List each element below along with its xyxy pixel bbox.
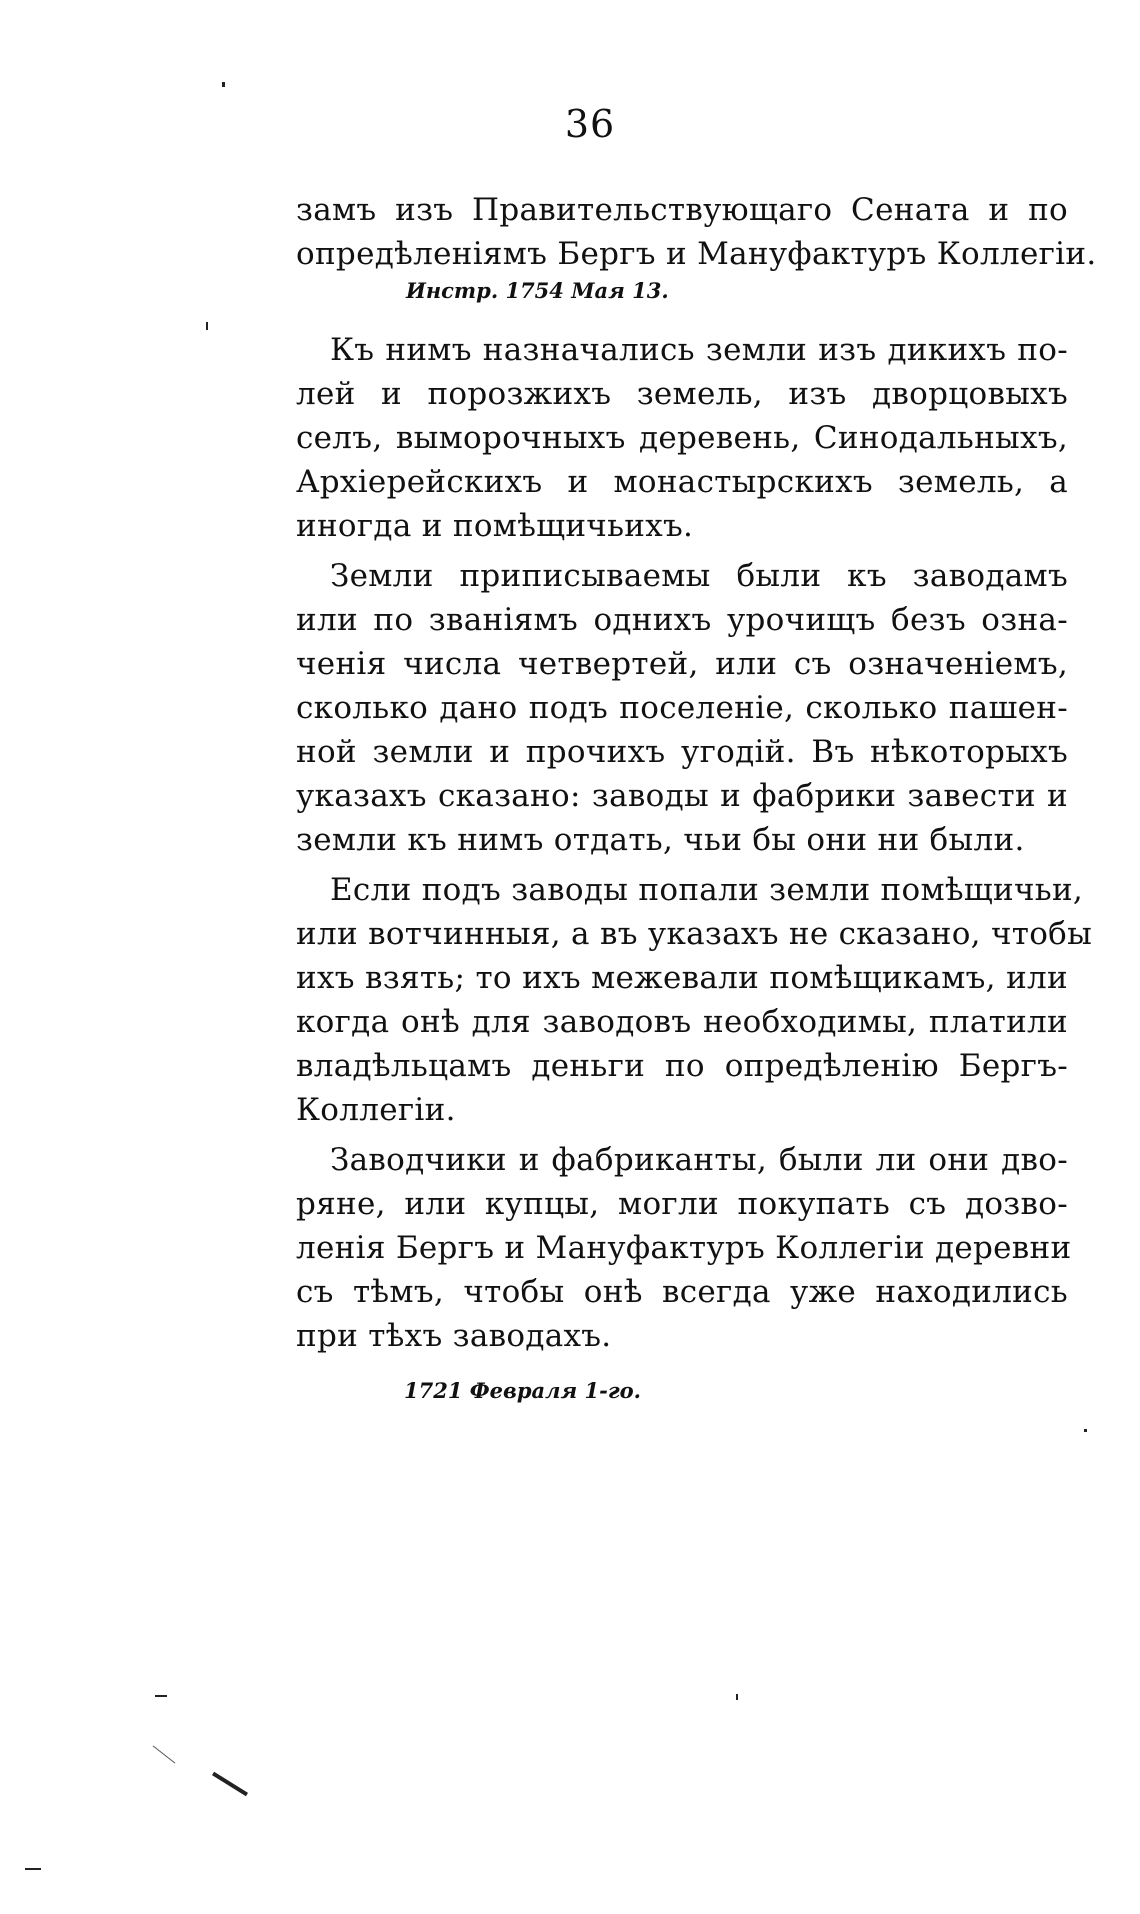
text-line: иногда и помѣщичьихъ.: [296, 508, 694, 544]
text-line: Коллегіи.: [296, 1092, 456, 1128]
text-line: ченія числа четвертей, или съ означеніемъ,: [296, 646, 1068, 682]
paragraph: [296, 1138, 1072, 1358]
text-line: земли къ нимъ отдать, чьи бы они ни были.: [296, 822, 1025, 858]
text-line: лей и порозжихъ земель, изъ дворцовыхъ: [296, 376, 1068, 412]
text-line: Земли приписываемы были къ заводамъ: [330, 558, 1068, 594]
citation: Инстр. 1754 Мая 13.: [406, 278, 669, 303]
scan-speck: [1084, 1429, 1087, 1432]
text-line: Заводчики и фабриканты, были ли они дво-: [330, 1142, 1068, 1178]
text-line: ихъ взять; то ихъ межевали помѣщикамъ, или: [296, 960, 1068, 996]
scan-speck: [155, 1695, 167, 1697]
text-line: Архіерейскихъ и монастырскихъ земель, а: [296, 464, 1068, 500]
text-line: или по званіямъ однихъ урочищъ безъ озна-: [296, 602, 1068, 638]
scan-speck: [206, 322, 208, 330]
text-line: сколько дано подъ поселеніе, сколько пашен-: [296, 690, 1068, 726]
paragraph: [296, 328, 1068, 548]
scan-speck: [25, 1868, 41, 1870]
text-line: Къ нимъ назначались земли изъ дикихъ по-: [330, 332, 1068, 368]
text-line: или вотчинныя, а въ указахъ не сказано, чтобы: [296, 916, 1093, 952]
citation: 1721 Февраля 1-го.: [404, 1378, 641, 1403]
text-line: владѣльцамъ деньги по опредѣленію Бергъ-: [296, 1048, 1068, 1084]
paragraph: [296, 554, 1068, 862]
text-line: съ тѣмъ, чтобы онѣ всегда уже находились: [296, 1274, 1068, 1310]
text-line: селъ, выморочныхъ деревень, Синодальныхъ,: [296, 420, 1068, 456]
text-line: замъ изъ Правительствующаго Сената и по: [296, 192, 1068, 228]
scan-speck: [736, 1694, 738, 1700]
paragraph: [296, 868, 1093, 1132]
text-line: ной земли и прочихъ угодій. Въ нѣкоторыхъ: [296, 734, 1068, 770]
body-text: [296, 188, 1097, 1428]
text-line: опредѣленіямъ Бергъ и Мануфактуръ Коллегіи.: [296, 236, 1097, 272]
text-line: когда онѣ для заводовъ необходимы, платили: [296, 1004, 1068, 1040]
page-number: 36: [564, 102, 616, 146]
scan-speck: [153, 1745, 176, 1763]
scan-speck: [222, 82, 225, 87]
scan-speck: [212, 1772, 248, 1797]
paragraph: [296, 188, 1097, 276]
text-line: ряне, или купцы, могли покупать съ дозво-: [296, 1186, 1068, 1222]
text-line: при тѣхъ заводахъ.: [296, 1318, 612, 1354]
text-line: указахъ сказано: заводы и фабрики завести и: [296, 778, 1068, 814]
text-line: ленія Бергъ и Мануфактуръ Коллегіи деревни: [296, 1230, 1072, 1266]
text-line: Если подъ заводы попали земли помѣщичьи,: [330, 872, 1084, 908]
